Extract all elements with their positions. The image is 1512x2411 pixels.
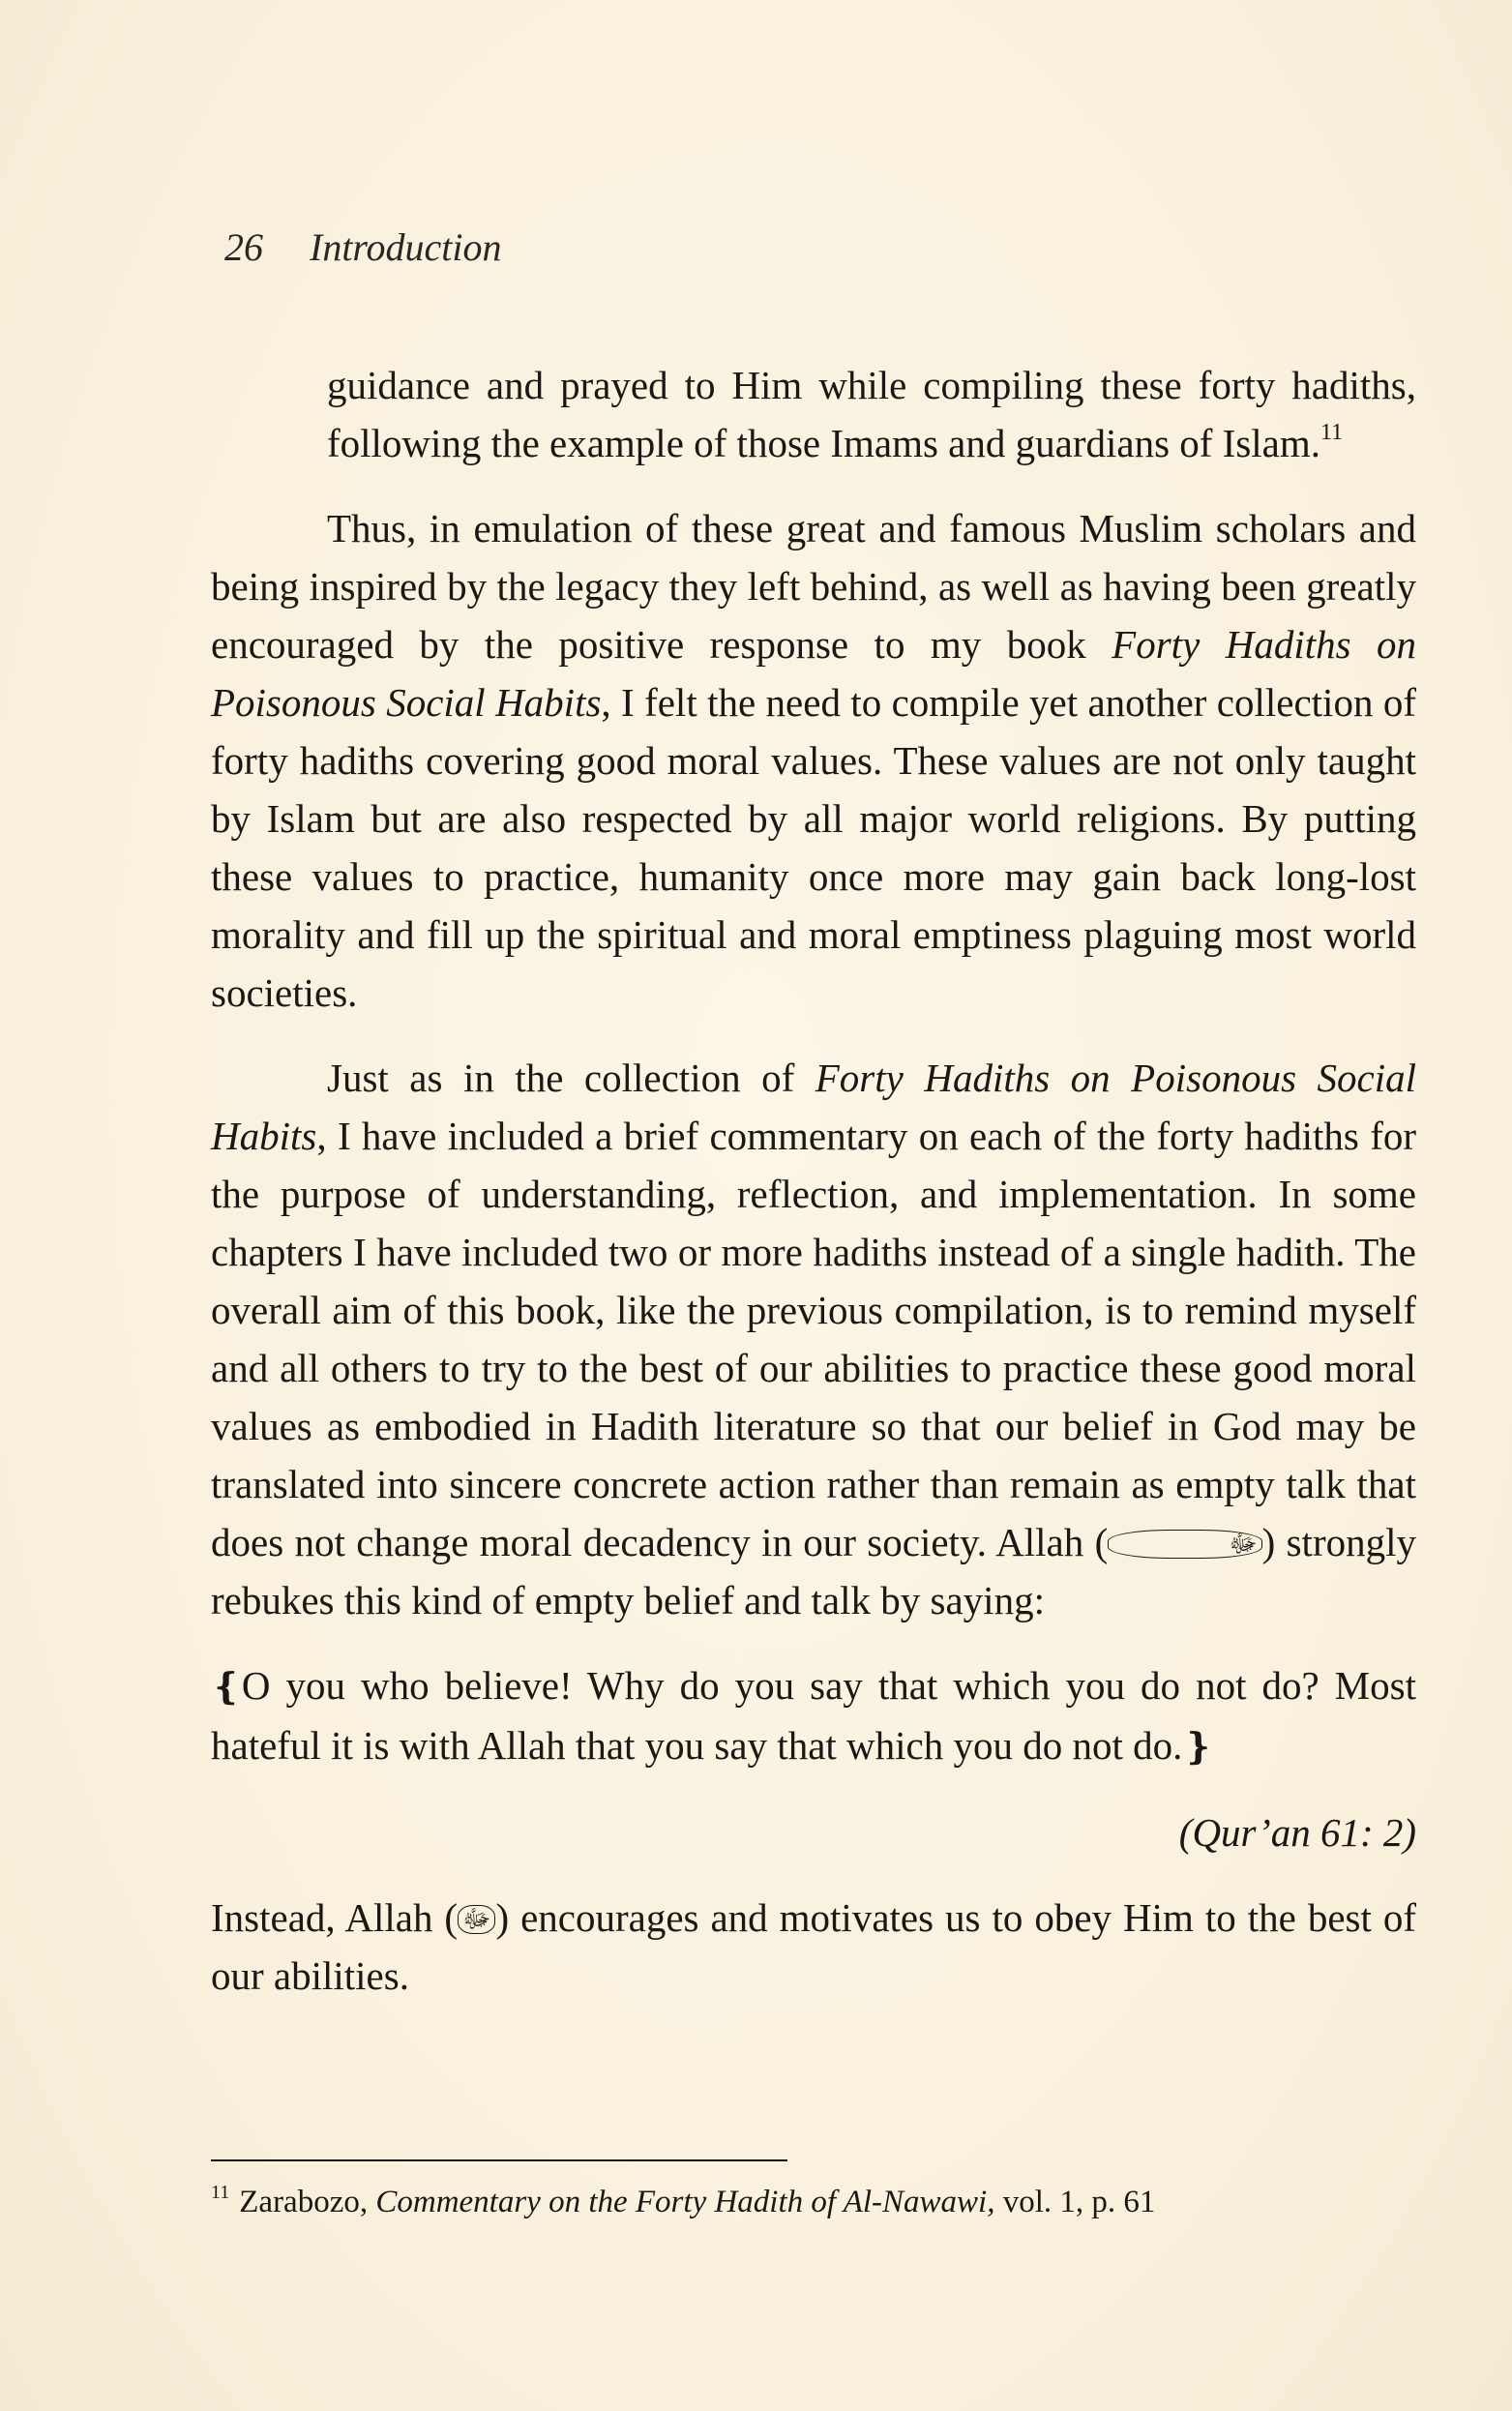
running-head [224,224,502,270]
footnote-rest: vol. 1, p. 61 [994,2185,1156,2219]
paragraph-3 [211,1049,1416,1629]
book-title-ref: Forty Hadiths on Poisonous Social Habits [211,622,1416,725]
quote-open-bracket-icon: ❴ [211,1667,242,1708]
paragraph-3-text-c: ) strongly rebukes this kind of empty belief and talk by saying: [211,1520,1416,1622]
paragraph-3-text-a: Just as in the collection of [327,1056,815,1100]
footnote-divider [211,2159,787,2161]
footnote-title: Commentary on the Forty Hadith of Al-Nawawi, [375,2185,995,2219]
page-number: 26 [224,225,263,269]
footnote-number: 11 [211,2182,230,2203]
salutation-glyph-2: ﷻ [458,1905,495,1934]
paragraph-2-text-a: Thus, in emulation of these great and famous Muslim scholars and being inspired by the legacy they left behind, as well as having been greatly encouraged by the positive response to my book [211,506,1416,667]
salutation-glyph: ﷻ [1108,1530,1261,1559]
paragraph-4 [211,1889,1416,2005]
paragraph-3-text-b: , I have included a brief commentary on each of the forty hadiths for the purpose of understanding, reflection, and implementation. In some chapters I have included two or more hadiths instead of a single hadith. The overall aim of this book, like the previous compilation, is to remind myself and all others to try to the best of our abilities to practice these good moral values as embodied in Hadith literature so that our belief in God may be translated into sincere concrete action rather than remain as empty talk that does not change moral decadency in our society. Allah ( [211,1114,1416,1564]
main-text [211,356,1416,2032]
footnote-reference: 11 [1320,420,1344,445]
paragraph-1-text: guidance and prayed to Him while compiling these forty hadiths, following the example of those Imams and guardians of Islam. [327,363,1416,465]
footnote-author: Zarabozo, [239,2185,376,2219]
section-title: Introduction [310,225,502,269]
footnote [211,2181,1416,2223]
paragraph-4-text-b: ) encourages and motivates us to obey Him to the best of our abilities. [211,1895,1416,1998]
quote-close-bracket-icon: ❵ [1182,1727,1214,1768]
quote-citation: (Qur’an 61: 2) [1178,1810,1416,1855]
paragraph-2 [211,499,1416,1022]
quote-text: O you who believe! Why do you say that which you do not do? Most hateful it is with Allah that you say that which you do not do. [211,1663,1416,1768]
paragraph-2-text-b: , I felt the need to compile yet another collection of forty hadiths covering good moral values. These values are not only taught by Islam but are also respected by all major world religions. By putting these values to practice, humanity once more may gain back long-lost morality and fill up the spiritual and moral emptiness plaguing most world societies. [211,680,1416,1015]
quran-quote [211,1656,1416,1776]
paragraph-1 [211,356,1416,472]
book-title-ref-2: Forty Hadiths on Poisonous Social Habits [211,1056,1417,1158]
paragraph-4-text-a: Instead, Allah ( [211,1895,459,1940]
